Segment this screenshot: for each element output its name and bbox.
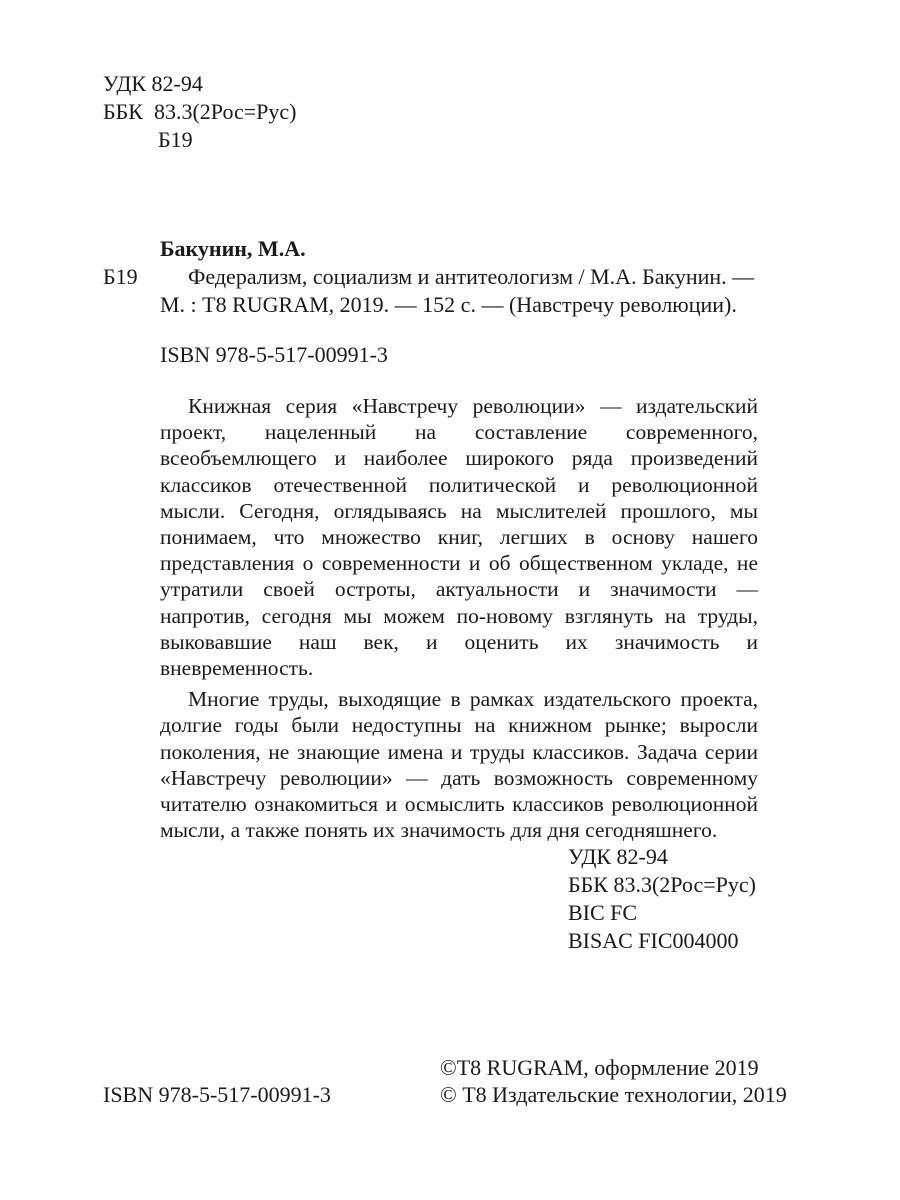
record-isbn: ISBN 978-5-517-00991-3 <box>160 342 388 367</box>
record-author: Бакунин, М.А. <box>160 236 306 261</box>
series-abstract <box>160 393 758 843</box>
header-bbk: ББК 83.3(2Рос=Рус) <box>103 99 297 124</box>
footer-copyright-design: ©Т8 RUGRAM, оформление 2019 <box>440 1055 759 1080</box>
classification-udk: УДК 82-94 <box>568 844 668 869</box>
classification-bic: BIC FC <box>568 900 638 925</box>
record-title-line: Федерализм, социализм и антитеологизм / М.А. Бакунин. — <box>188 264 755 289</box>
classification-bbk: ББК 83.3(2Рос=Рус) <box>568 872 756 897</box>
record-author-code: Б19 <box>103 264 138 289</box>
header-author-code: Б19 <box>158 127 193 152</box>
abstract-paragraph-2: Многие труды, выходящие в рамках издательского проекта, долгие годы были недоступны на книжном рынке; выросли поколения, не знающие имена и труды классиков. Задача серии «Навстречу революции» — дать возможность современному читателю ознакомиться и осмыслить классиков революционной мысли, а также понять их значимость для дня сегодняшнего. <box>160 687 758 843</box>
header-udk: УДК 82-94 <box>103 71 203 96</box>
abstract-paragraph-1: Книжная серия «Навстречу революции» — издательский проект, нацеленный на составление современного, всеобъемлющего и наиболее широкого ряда произведений классиков отечественной политической и революционной мысли. Сегодня, оглядываясь на мыслителей прошлого, мы понимаем, что множество книг, легших в основу нашего представления о современности и об общественном укладе, не утратили своей остроты, актуальности и значимости — напротив, сегодня мы можем по-новому взглянуть на труды, выковавшие наш век, и оценить их значимость и вневременность. <box>160 394 758 681</box>
classification-bisac: BISAC FIC004000 <box>568 928 739 953</box>
record-imprint-line: М. : Т8 RUGRAM, 2019. — 152 с. — (Навстречу революции). <box>160 292 737 317</box>
footer-isbn: ISBN 978-5-517-00991-3 <box>103 1082 331 1107</box>
footer-copyright-publisher: © Т8 Издательские технологии, 2019 <box>440 1082 787 1107</box>
